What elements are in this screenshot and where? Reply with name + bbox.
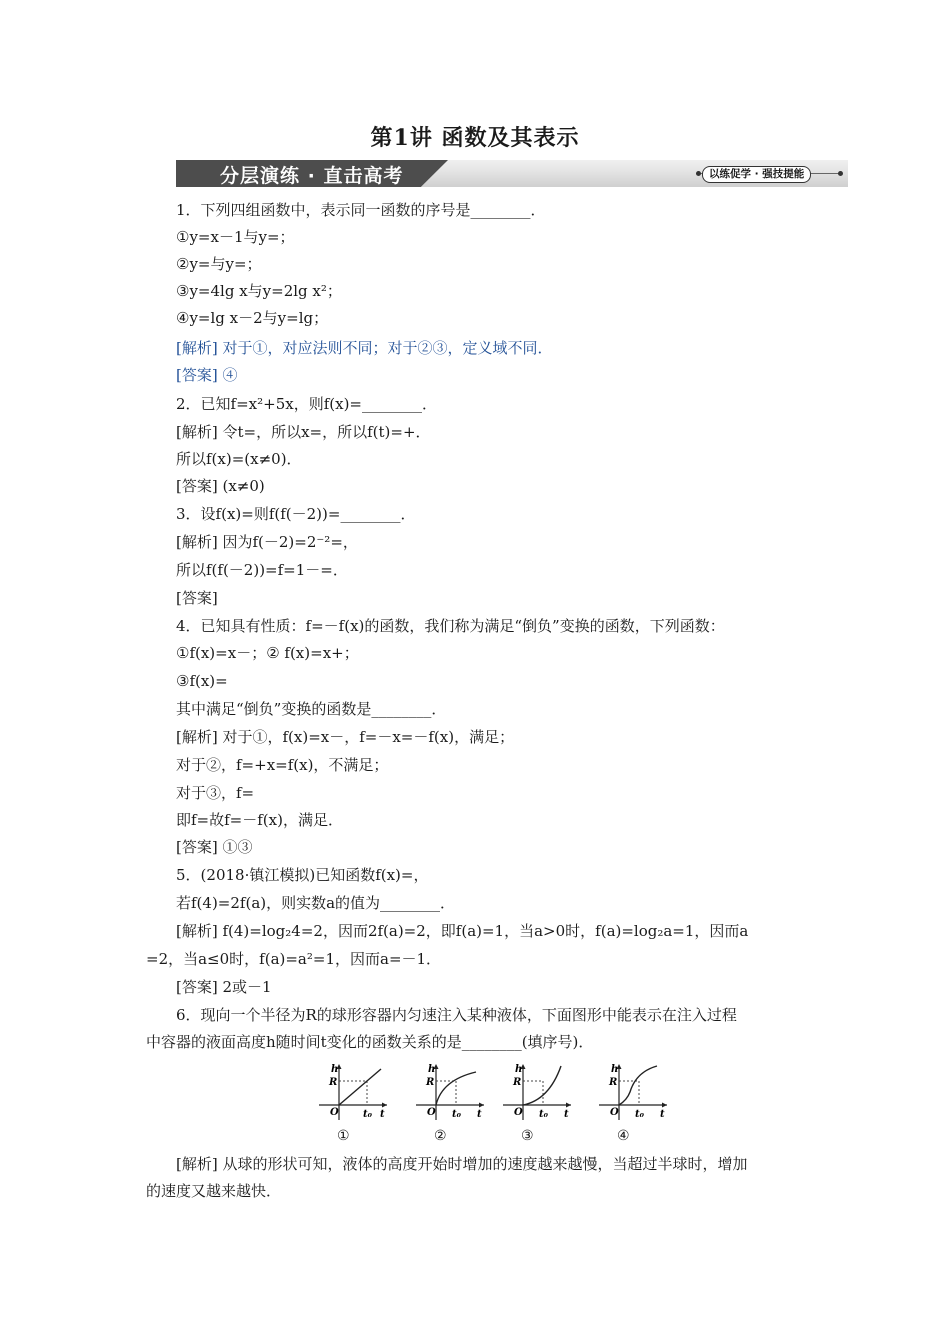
text-line: [答案] [176,589,218,607]
text-line: ④y=lg x－2与y=lg； [176,309,329,327]
text-line: 4．已知具有性质：f=－f(x)的函数，我们称为满足“倒负”变换的函数，下列函数： [176,617,725,635]
fig-r-label: R [609,1077,618,1088]
page-title: 第1讲 函数及其表示 [370,125,580,151]
text-line: ①f(x)=x－；② f(x)=x+； [176,644,359,662]
fig-h-label: h [428,1064,436,1075]
text-line: [答案] ④ [176,366,238,384]
graph-figure-1 [313,1060,391,1124]
text-line: 所以f(x)=(x≠0)． [176,450,302,468]
fig-t-label: t [660,1109,665,1120]
text-line: 即f=故f=－f(x)，满足． [176,811,343,829]
text-line: 1．下列四组函数中，表示同一函数的序号是________． [176,201,546,219]
fig-r-label: R [329,1077,338,1088]
text-line: 6．现向一个半径为R的球形容器内匀速注入某种液体，下面图形中能表示在注入过程 [176,1006,737,1024]
text-line: [解析] 对于①，f(x)=x－，f=－x=－f(x)，满足； [176,728,515,746]
figure-label: ③ [521,1128,534,1144]
fig-h-label: h [515,1064,523,1075]
fig-h-label: h [331,1064,339,1075]
text-line: [答案] ①③ [176,838,253,856]
fig-h-label: h [611,1064,619,1075]
text-line: 对于②，f=+x=f(x)，不满足； [176,756,389,774]
text-line: 所以f(f(－2))=f=1－=． [176,561,348,579]
fig-t0-label: t₀ [452,1109,461,1120]
figure-label: ② [434,1128,447,1144]
figure-label: ④ [617,1128,630,1144]
text-line: 其中满足“倒负”变换的函数是________． [176,700,447,718]
text-line: ③f(x)= [176,672,228,690]
text-line: =2，当a≤0时，f(a)=a²=1，因而a=－1． [146,950,442,968]
text-line: 5．(2018·镇江模拟)已知函数f(x)=， [176,866,429,884]
fig-o-label: O [610,1107,619,1118]
text-line: 3．设f(x)=则f(f(－2))=________． [176,505,416,523]
section-banner [176,160,848,187]
text-line: [答案] 2或－1 [176,978,272,996]
banner-dot [696,171,701,176]
fig-o-label: O [514,1107,523,1118]
graph-figure-4 [593,1060,671,1124]
text-line: 若f(4)=2f(a)，则实数a的值为________． [176,894,456,912]
text-line: [解析] 从球的形状可知，液体的高度开始时增加的速度越来越慢，当超过半球时，增加 [176,1155,748,1173]
text-line: [解析] 对于①，对应法则不同；对于②③，定义域不同． [176,339,553,357]
graph-figure-3 [497,1060,575,1124]
banner-left-text: 分层演练 · 直击高考 [220,165,404,187]
text-line: 2．已知f=x²+5x，则f(x)=________． [176,395,437,413]
fig-t-label: t [380,1109,385,1120]
text-line: [解析] f(4)=log₂4=2，因而2f(a)=2，即f(a)=1，当a>0时，f(a)=log₂a=1，因而a [176,922,749,940]
fig-r-label: R [426,1077,435,1088]
text-line: 对于③，f= [176,784,255,802]
text-line: [解析] 因为f(－2)=2⁻²=， [176,533,358,551]
fig-o-label: O [427,1107,436,1118]
fig-t0-label: t₀ [363,1109,372,1120]
text-line: 的速度又越来越快． [146,1182,282,1200]
fig-t-label: t [477,1109,482,1120]
text-line: 中容器的液面高度h随时间t变化的函数关系的是________(填序号)． [146,1033,594,1051]
text-line: ①y=x－1与y=； [176,228,295,246]
fig-t-label: t [564,1109,569,1120]
text-line: [答案] (x≠0) [176,477,265,495]
text-line: ③y=4lg x与y=2lg x²； [176,282,342,300]
fig-t0-label: t₀ [539,1109,548,1120]
banner-dot [838,171,843,176]
banner-right-tag: 以练促学 · 强技提能 [702,166,811,183]
fig-o-label: O [330,1107,339,1118]
text-line: [解析] 令t=，所以x=，所以f(t)=+． [176,423,431,441]
text-line: ②y=与y=； [176,255,262,273]
figure-label: ① [337,1128,350,1144]
graph-figure-2 [410,1060,488,1124]
fig-t0-label: t₀ [635,1109,644,1120]
fig-r-label: R [513,1077,522,1088]
